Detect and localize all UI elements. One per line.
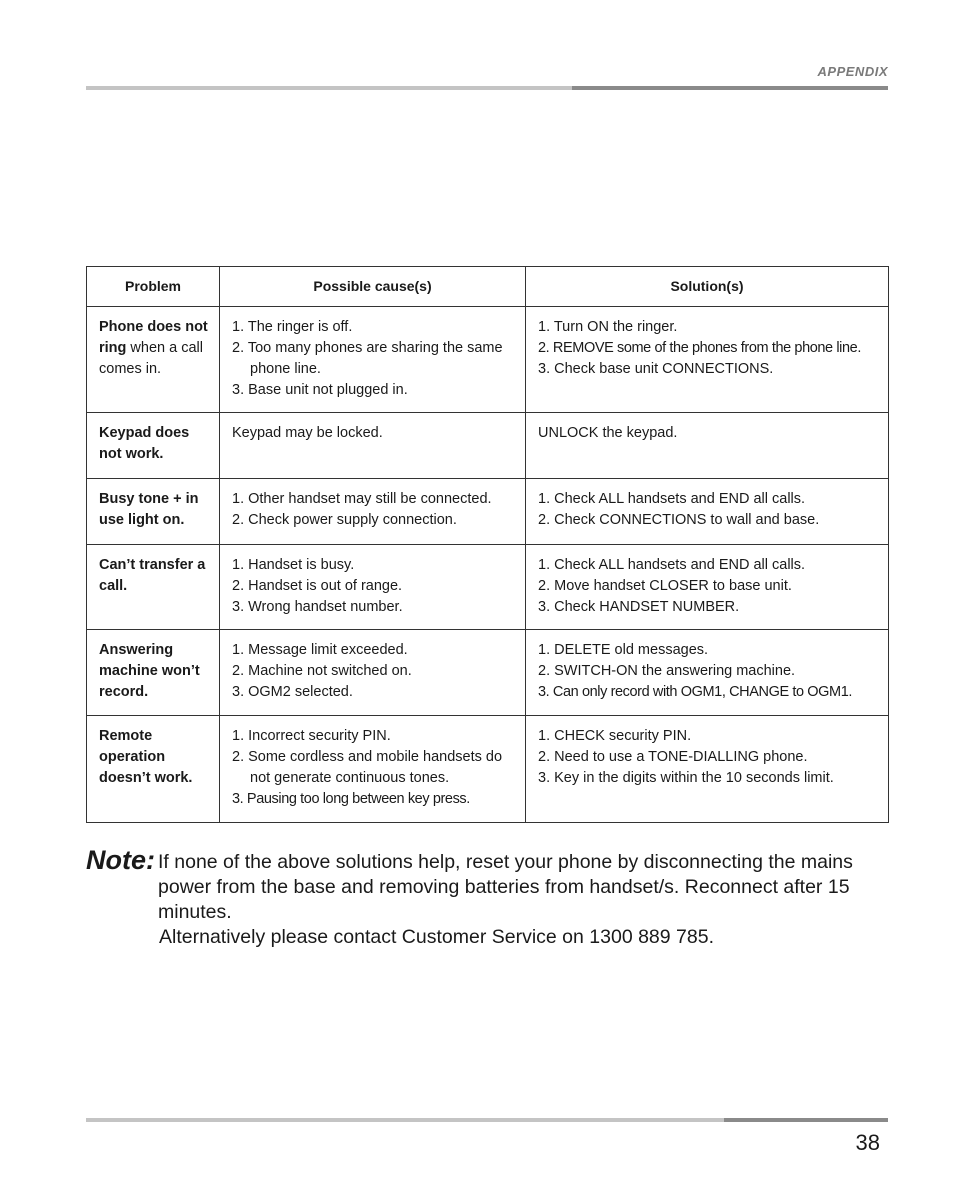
cause-item: 1. Message limit exceeded. — [232, 642, 408, 658]
problem-title: Phone does not ring — [99, 319, 208, 356]
table-header-row — [87, 267, 889, 307]
causes-cell — [220, 716, 526, 823]
solutions-cell — [526, 630, 889, 716]
cause-item: 1. Handset is busy. — [232, 557, 355, 573]
solution-item: 1. Turn ON the ringer. — [538, 319, 678, 335]
cause-item: 2. Some cordless and mobile handsets do not generate continuous tones. — [232, 749, 503, 786]
section-header: APPENDIX — [817, 64, 888, 79]
solution-item: 1. DELETE old messages. — [538, 642, 709, 658]
note-label: Note: — [86, 845, 155, 875]
cause-item: 1. Other handset may still be connected. — [232, 491, 492, 507]
problem-title: Can’t transfer a call. — [99, 557, 206, 594]
problem-detail: when a call comes in. — [99, 340, 203, 377]
solution-item: 2. Check CONNECTIONS to wall and base. — [538, 512, 820, 528]
cause-item: 3. OGM2 selected. — [232, 684, 353, 700]
cause-item: 3. Base unit not plugged in. — [232, 382, 408, 398]
causes-cell — [220, 307, 526, 413]
cause-item: 3. Pausing too long between key press. — [232, 791, 470, 807]
solution-item: 1. CHECK security PIN. — [538, 728, 692, 744]
problem-cell — [87, 307, 220, 413]
problem-cell — [87, 716, 220, 823]
causes-cell — [220, 479, 526, 545]
cause-item: 2. Too many phones are sharing the same phone line. — [232, 340, 503, 377]
problem-title: Keypad does not work. — [99, 425, 190, 462]
table-row — [87, 413, 889, 479]
note-text: If none of the above solutions help, reset your phone by disconnecting the mains power from the base and removing batteries from handset/s. Reconnect after 15 minutes. — [158, 851, 853, 923]
solution-item: 3. Check base unit CONNECTIONS. — [538, 361, 774, 377]
column-header-causes: Possible cause(s) — [220, 267, 526, 307]
troubleshooting-table — [86, 266, 889, 823]
cause-item: 2. Handset is out of range. — [232, 578, 403, 594]
solutions-cell — [526, 413, 889, 479]
solution-item: 2. SWITCH-ON the answering machine. — [538, 663, 796, 679]
solution-item: 3. Can only record with OGM1, CHANGE to OGM1. — [538, 684, 852, 700]
problem-title: Answering machine won’t record. — [99, 642, 200, 700]
solutions-cell — [526, 716, 889, 823]
problem-cell — [87, 479, 220, 545]
cause-item: 1. The ringer is off. — [232, 319, 353, 335]
table-row — [87, 307, 889, 413]
solutions-cell — [526, 307, 889, 413]
causes-cell — [220, 545, 526, 630]
solution-item: UNLOCK the keypad. — [538, 425, 678, 441]
solutions-cell — [526, 479, 889, 545]
note-contact-text: Alternatively please contact Customer Service on 1300 889 785. — [159, 926, 714, 948]
footer-rule — [86, 1118, 888, 1122]
problem-title: Remote operation doesn’t work. — [99, 728, 193, 786]
page-number: 38 — [855, 1130, 880, 1155]
solution-item: 1. Check ALL handsets and END all calls. — [538, 491, 806, 507]
solution-item: 2. REMOVE some of the phones from the phone line. — [538, 340, 861, 356]
cause-item: Keypad may be locked. — [232, 425, 383, 441]
table-row — [87, 716, 889, 823]
solutions-cell — [526, 545, 889, 630]
note-block — [86, 845, 892, 950]
problem-cell — [87, 630, 220, 716]
column-header-solutions: Solution(s) — [526, 267, 889, 307]
solution-item: 2. Move handset CLOSER to base unit. — [538, 578, 792, 594]
solution-item: 3. Check HANDSET NUMBER. — [538, 599, 740, 615]
solution-item: 1. Check ALL handsets and END all calls. — [538, 557, 806, 573]
causes-cell — [220, 413, 526, 479]
problem-cell — [87, 413, 220, 479]
causes-cell — [220, 630, 526, 716]
cause-item: 1. Incorrect security PIN. — [232, 728, 391, 744]
table-row — [87, 545, 889, 630]
cause-item: 2. Machine not switched on. — [232, 663, 412, 679]
column-header-problem: Problem — [87, 267, 220, 307]
table-row — [87, 630, 889, 716]
problem-title: Busy tone + in use light on. — [99, 491, 199, 528]
solution-item: 2. Need to use a TONE-DIALLING phone. — [538, 749, 808, 765]
table-row — [87, 479, 889, 545]
cause-item: 3. Wrong handset number. — [232, 599, 403, 615]
problem-cell — [87, 545, 220, 630]
header-rule — [86, 86, 888, 90]
cause-item: 2. Check power supply connection. — [232, 512, 457, 528]
solution-item: 3. Key in the digits within the 10 seconds limit. — [538, 770, 834, 786]
